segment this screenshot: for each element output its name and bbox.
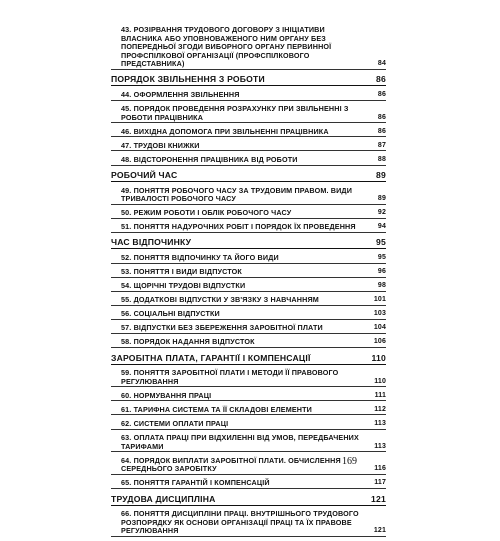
toc-entry-title: 43. РОЗІРВАННЯ ТРУДОВОГО ДОГОВОРУ З ІНІЦІАТИВИ ВЛАСНИКА АБО УПОВНОВАЖЕНОГО НИМ ОРГАНУ БЕЗ ПОПЕРЕДНЬОЇ ЗГОДИ ВИБОРНОГО ОРГАНУ ПЕРВИННОЇ ПРОФСПІЛКОВОЇ ОРГАНІЗАЦІЇ (ПРОФСПІЛКОВОГО ПРЕДСТАВНИКА) — [121, 25, 332, 69]
toc-entry-title: 60. НОРМУВАННЯ ПРАЦІ — [121, 390, 212, 400]
toc-entry-title: 44. ОФОРМЛЕННЯ ЗВІЛЬНЕННЯ — [121, 89, 240, 99]
toc-page-ref: 84 — [377, 60, 386, 68]
toc-entry — [111, 91, 386, 101]
toc-entry — [111, 268, 386, 278]
toc-entry — [111, 105, 386, 123]
toc-page-ref: 88 — [377, 155, 386, 163]
toc-section-heading — [111, 170, 386, 182]
toc-page-ref: 112 — [374, 405, 386, 413]
toc-entry — [111, 223, 386, 233]
toc-page-ref: 94 — [377, 223, 386, 231]
toc-entry — [111, 128, 386, 138]
toc-entry — [111, 510, 386, 537]
toc-page-ref: 103 — [373, 310, 386, 318]
toc-entry-title: 50. РЕЖИМ РОБОТИ І ОБЛІК РОБОЧОГО ЧАСУ — [121, 208, 292, 218]
toc-section-heading — [111, 353, 386, 365]
toc-entry-title: 63. ОПЛАТА ПРАЦІ ПРИ ВІДХИЛЕННІ ВІД УМОВ, ПЕРЕДБАЧЕНИХ ТАРИФАМИ — [121, 433, 359, 451]
toc-entry-title: 54. ЩОРІЧНІ ТРУДОВІ ВІДПУСТКИ — [121, 281, 246, 291]
toc-entry — [111, 187, 386, 205]
toc-entry — [111, 254, 386, 264]
toc-entry — [111, 142, 386, 152]
toc-page-ref: 86 — [377, 90, 386, 98]
toc-entry-title: 46. ВИХІДНА ДОПОМОГА ПРИ ЗВІЛЬНЕННІ ПРАЦІВНИКА — [121, 126, 329, 136]
toc-page-ref: 110 — [371, 352, 386, 363]
toc-entry — [111, 369, 386, 387]
toc-entry-title: 57. ВІДПУСТКИ БЕЗ ЗБЕРЕЖЕННЯ ЗАРОБІТНОЇ ПЛАТИ — [121, 323, 323, 333]
toc-entry-title: 49. ПОНЯТТЯ РОБОЧОГО ЧАСУ ЗА ТРУДОВИМ ПРАВОМ. ВИДИ ТРИВАЛОСТІ РОБОЧОГО ЧАСУ — [121, 185, 353, 204]
toc-entry-title: ЧАС ВІДПОЧИНКУ — [111, 237, 192, 248]
toc-entry — [111, 310, 386, 320]
toc-page-ref: 98 — [377, 282, 386, 290]
toc-entry — [111, 156, 386, 166]
toc-page-ref: 89 — [377, 195, 386, 203]
toc-page-ref: 113 — [374, 419, 386, 427]
toc-page-ref: 111 — [374, 391, 386, 399]
toc-entry-title: 59. ПОНЯТТЯ ЗАРОБІТНОЇ ПЛАТИ І МЕТОДИ ЇЇ ПРАВОВОГО РЕГУЛЮВАННЯ — [121, 368, 339, 386]
toc-page-ref: 95 — [377, 253, 386, 261]
toc-page-ref: 89 — [376, 170, 386, 181]
toc-entry-title: 58. ПОРЯДОК НАДАННЯ ВІДПУСТОК — [121, 337, 255, 347]
toc-entry-title: 61. ТАРИФНА СИСТЕМА ТА ЇЇ СКЛАДОВІ ЕЛЕМЕНТИ — [121, 404, 312, 414]
toc-entry-title: 55. ДОДАТКОВІ ВІДПУСТКИ У ЗВ'ЯЗКУ З НАВЧАННЯМ — [121, 295, 319, 305]
toc-section-heading — [111, 74, 386, 86]
toc-page-ref: 95 — [376, 237, 386, 248]
toc-entry-title: 62. СИСТЕМИ ОПЛАТИ ПРАЦІ — [121, 418, 229, 428]
toc-entry — [111, 324, 386, 334]
toc-entry-title: РОБОЧИЙ ЧАС — [111, 170, 178, 181]
toc-entry — [111, 420, 386, 430]
toc-page-ref: 121 — [373, 527, 386, 535]
toc-page-ref: 86 — [377, 127, 386, 135]
toc-page-ref: 86 — [377, 113, 386, 121]
toc-entry-title: 56. СОЦІАЛЬНІ ВІДПУСТКИ — [121, 309, 220, 319]
page-number: 169 — [342, 456, 357, 467]
toc-entry — [111, 26, 386, 70]
toc-entry — [111, 282, 386, 292]
toc-page-ref: 117 — [374, 479, 386, 487]
toc-page-ref: 116 — [374, 465, 386, 473]
toc-page-ref: 104 — [373, 324, 386, 332]
toc-entry — [111, 406, 386, 416]
toc-entry-title: 66. ПОНЯТТЯ ДИСЦИПЛІНИ ПРАЦІ. ВНУТРІШНЬОГО ТРУДОВОГО РОЗПОРЯДКУ ЯК ОСНОВИ ОРГАНІЗАЦІЇ ПРАЦІ ТА ЇХ ПРАВОВЕ РЕГУЛЮВАННЯ — [121, 509, 359, 536]
toc-page-ref: 92 — [377, 209, 386, 217]
toc-section-heading — [111, 237, 386, 249]
toc-entry-title: 48. ВІДСТОРОНЕННЯ ПРАЦІВНИКА ВІД РОБОТИ — [121, 154, 298, 164]
toc-entry-title: 51. ПОНЯТТЯ НАДУРОЧНИХ РОБІТ І ПОРЯДОК ЇХ ПРОВЕДЕННЯ — [121, 222, 356, 232]
toc-entry — [111, 479, 386, 489]
toc-entry-title: 45. ПОРЯДОК ПРОВЕДЕННЯ РОЗРАХУНКУ ПРИ ЗВІЛЬНЕННІ З РОБОТИ ПРАЦІВНИКА — [121, 104, 349, 122]
toc-entry-title: 47. ТРУДОВІ КНИЖКИ — [121, 140, 200, 150]
toc-page-ref: 121 — [371, 493, 386, 504]
toc-page-ref: 106 — [373, 338, 386, 346]
toc-page-ref: 87 — [377, 141, 386, 149]
toc-page-ref: 86 — [376, 74, 386, 85]
toc-page-ref: 101 — [373, 296, 386, 304]
toc-entry — [111, 296, 386, 306]
toc-page-ref: 113 — [374, 442, 386, 450]
toc-entry — [111, 434, 386, 452]
toc-entry — [111, 209, 386, 219]
toc-entry-title: 64. ПОРЯДОК ВИПЛАТИ ЗАРОБІТНОЇ ПЛАТИ. ОБЧИСЛЕННЯ СЕРЕДНЬОГО ЗАРОБІТКУ — [121, 455, 341, 474]
toc-entry-title: 53. ПОНЯТТЯ І ВИДИ ВІДПУСТОК — [121, 267, 242, 276]
toc-entry-title: 52. ПОНЯТТЯ ВІДПОЧИНКУ ТА ЙОГО ВИДИ — [121, 252, 279, 262]
toc-entry-title: ПОРЯДОК ЗВІЛЬНЕННЯ З РОБОТИ — [111, 74, 265, 85]
toc-page-ref: 96 — [377, 268, 386, 275]
toc-entry — [111, 392, 386, 402]
toc-entry — [111, 338, 386, 348]
toc-entry-title: ЗАРОБІТНА ПЛАТА, ГАРАНТІЇ І КОМПЕНСАЦІЇ — [111, 352, 311, 363]
toc-entry-title: ТРУДОВА ДИСЦИПЛІНА — [111, 493, 216, 504]
toc-page-ref: 110 — [374, 377, 386, 385]
toc-entry-title: 65. ПОНЯТТЯ ГАРАНТІЙ І КОМПЕНСАЦІЙ — [121, 478, 270, 488]
